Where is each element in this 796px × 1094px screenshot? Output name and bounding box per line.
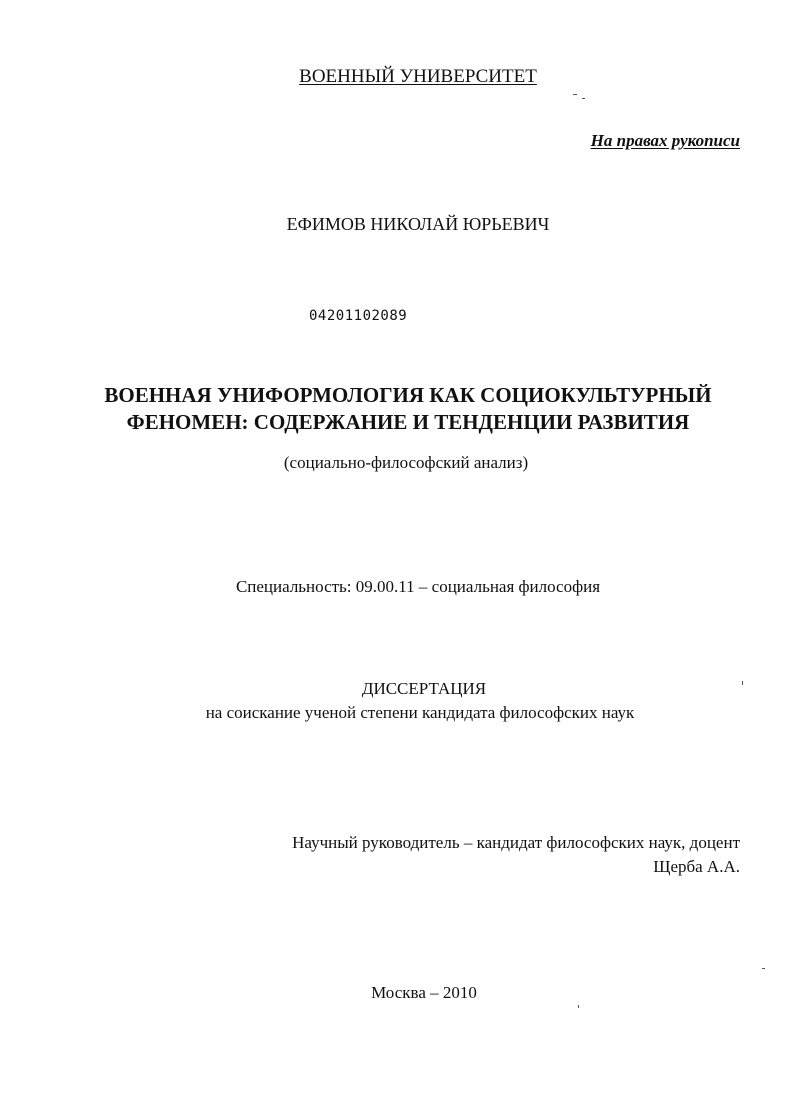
dissertation-purpose: на соискание ученой степени кандидата философских наук — [205, 703, 635, 722]
place-and-year: Москва – 2010 — [371, 983, 477, 1002]
scientific-advisor — [292, 831, 740, 879]
dissertation-label: ДИССЕРТАЦИЯ — [361, 679, 487, 698]
scan-speck — [742, 681, 743, 685]
advisor-line-2: Щерба А.А. — [653, 857, 740, 876]
scan-speck — [573, 94, 577, 95]
dissertation-title — [10, 382, 796, 436]
dissertation-subtitle: (социально-философский анализ) — [283, 453, 529, 472]
catalog-code: 04201102089 — [309, 308, 408, 324]
scan-speck — [578, 1005, 579, 1008]
manuscript-rights-note: На правах рукописи — [590, 131, 740, 150]
scan-speck — [582, 98, 585, 99]
author-name: ЕФИМОВ НИКОЛАЙ ЮРЬЕВИЧ — [286, 214, 550, 234]
specialty: Специальность: 09.00.11 – социальная философия — [235, 577, 601, 596]
scan-speck — [762, 968, 765, 969]
title-line-2: ФЕНОМЕН: СОДЕРЖАНИЕ И ТЕНДЕНЦИИ РАЗВИТИЯ — [126, 410, 690, 434]
advisor-line-1: Научный руководитель – кандидат философских наук, доцент — [292, 833, 740, 852]
title-line-1: ВОЕННАЯ УНИФОРМОЛОГИЯ КАК СОЦИОКУЛЬТУРНЫЙ — [104, 383, 712, 407]
university-name: ВОЕННЫЙ УНИВЕРСИТЕТ — [299, 66, 537, 87]
